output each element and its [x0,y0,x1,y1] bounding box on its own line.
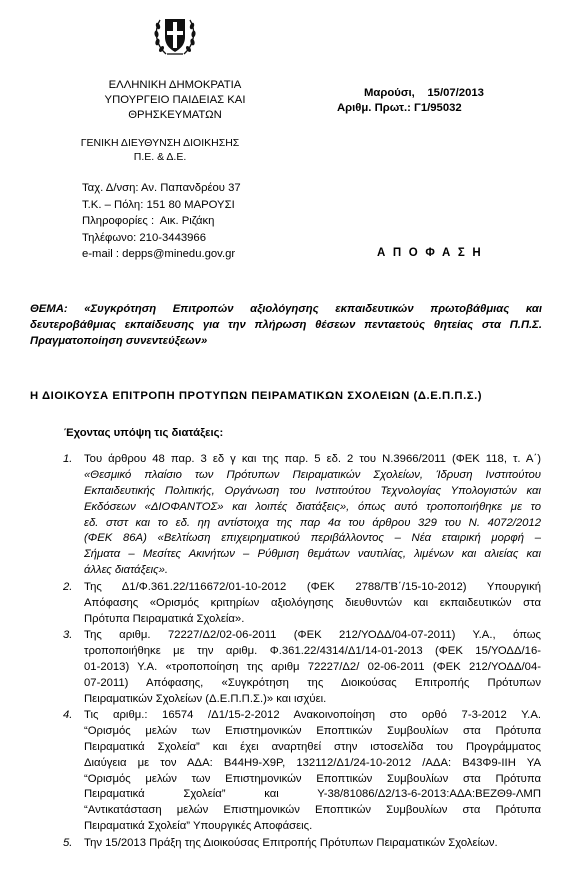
subject-line: ΘΕΜΑ: «Συγκρότηση Επιτροπών αξιολόγησης εκπαιδευτικών πρωτοβάθμιας και [30,303,542,315]
subject-block [30,301,542,349]
provision-line: Εκδόσεων «ΔΙΟΦΑΝΤΟΣ» και λοιπές διατάξεις», όπως αυτό τροποποιήθηκε με το [84,500,541,513]
provision-line: Της Δ1/Φ.361.22/116672/01-10-2012 (ΦΕΚ 2788/ΤΒ΄/15-10-2012) Υπουργική [84,581,541,593]
provision-number: 1. [63,453,73,465]
contact-address: Ταχ. Δ/νση: Αν. Παπανδρέου 37 [82,182,241,194]
provision-line: 07-2011) Απόφασης, «Συγκρότηση της Διοικούσας Επιτροπής Πρότυπων [84,676,541,689]
provision-line: άλλες διατάξεις». [84,564,169,577]
provision-line: Πειραματικά Σχολεία” και Υ-38/81086/Δ2/13-6-2013:ΑΔΑ:ΒΕΖΘ9-ΛΜΠ [84,788,541,801]
protocol-number: Αριθμ. Πρωτ.: Γ1/95032 [337,102,462,114]
provision-text [84,708,541,835]
ministry-title: ΥΠΟΥΡΓΕΙΟ ΠΑΙΔΕΙΑΣ ΚΑΙ ΘΡΗΣΚΕΥΜΑΤΩΝ [104,94,246,121]
provision-line: “Ορισμός μελών των Επιστημονικών Εποπτικών Συμβουλίων στα Πρότυπα [84,772,541,785]
directorate-block [72,136,248,164]
provision-line: Πρότυπα Πειραματικά Σχολεία». [84,612,245,625]
provision-line: Εκπαιδευτικής Πολιτικής, Οργάνωση του Ινστιτούτου Τεχνολογίας Υπολογιστών και [84,484,541,497]
provision-line: Την 15/2013 Πράξη της Διοικούσας Επιτροπής Πρότυπων Πειραματικών Σχολείων. [84,837,498,849]
provision-line: Τις αριθμ.: 16574 /Δ1/15-2-2012 Ανακοινοποίηση στο ορθό 7-3-2012 Υ.Α. [84,709,541,721]
contact-postcode: Τ.Κ. – Πόλη: 151 80 ΜΑΡΟΥΣΙ [82,198,235,211]
provision-text [84,580,541,628]
provision-line: Της αριθμ. 72227/Δ2/02-06-2011 (ΦΕΚ 212/ΥΟΔΔ/04-07-2011) Υ.Α., όπως [84,629,541,641]
directorate-sub: Π.Ε. & Δ.Ε. [133,151,187,163]
subject-line: Πραγματοποίηση συνεντεύξεων» [30,335,208,347]
document-type: Α Π Ο Φ Α Σ Η [377,247,483,259]
provision-line: Πειραματικά Σχολεία” και έχει αναρτηθεί στην ιστοσελίδα του Προγράμματος [84,740,541,753]
contact-info: Πληροφορίες : Αικ. Ριζάκη [82,215,215,228]
provision-line: τροποποιήθηκε με την αριθμ. Φ.361.22/4314/Δ1/14-01-2013 (ΦΕΚ 15/ΥΟΔΔ/16- [84,644,541,657]
provision-line: Διαύγεια με τον ΑΔΑ: Β44Η9-Χ9Ρ, 132112/Δ1/24-10-2012 /ΑΔΑ: Β43Φ9-ΙΙΗ ΥΑ [84,756,541,769]
provision-number: 4. [63,709,73,721]
considering-heading: Έχοντας υπόψη τις διατάξεις: [64,427,224,439]
provision-line: (ΦΕΚ 86Α) «Βελτίωση επιχειρηματικού περιβάλλοντος – Νέα εταιρική μορφή – [84,532,541,545]
contact-phone: Τηλέφωνο: 210-3443966 [82,231,206,244]
provision-line: «Θεσμικό πλαίσιο των Πρότυπων Πειραματικών Σχολείων, Ίδρυση Ινστιτούτου [84,468,541,481]
subject-line: δευτεροβάθμιας εκπαίδευσης για την πλήρωση θέσεων πενταετούς θητείας στα Π.Π.Σ. [30,319,542,331]
contact-block [82,180,241,263]
provision-number: 5. [63,837,73,849]
provision-line: 01-2013) Υ.Α. «τροποποίηση της αριθμ 72227/Δ2/ 02-06-2011 (ΦΕΚ 212/ΥΟΔΔ/04- [84,660,541,673]
issuer-block [70,78,280,123]
provision-number: 2. [63,581,73,593]
provision-line: “Ορισμός μελών των Επιστημονικών Εποπτικών Συμβουλίων στα Πρότυπα [84,724,541,737]
date-protocol-block [337,86,484,116]
provision-line: Πειραματικά Σχολεία” Υπουργικές Αποφάσεις. [84,820,313,833]
provision-line: Σήματα – Μεσίτες Ακινήτων – Ρύθμιση θεμάτων ναυτιλίας, λιμένων και αλιείας και [84,548,541,561]
provision-line: Απόφασης «Ορισμός κριτηρίων αξιολόγησης διευθυντών και εκπαιδευτικών στα [84,596,541,609]
contact-email: e-mail : depps@minedu.gov.gr [82,248,236,261]
place-date: Μαρούσι, 15/07/2013 [364,87,484,99]
provision-text [84,452,541,579]
authority-heading: Η ΔΙΟΙΚΟΥΣΑ ΕΠΙΤΡΟΠΗ ΠΡΟΤΥΠΩΝ ΠΕΙΡΑΜΑΤΙΚΩΝ ΣΧΟΛΕΙΩΝ (Δ.Ε.Π.Π.Σ.) [30,390,483,402]
provision-line: “Αντικατάσταση μελών Επιστημονικών Εποπτικών Συμβουλίων στα Πρότυπα [84,804,541,817]
republic-title: ΕΛΛΗΝΙΚΗ ΔΗΜΟΚΡΑΤΙΑ [108,79,242,91]
provision-text [84,628,541,707]
provision-line: εδ. στστ και το εδ. ηη αντίστοιχα της παρ 4α του άρθρου 329 του Ν. 4072/2012 [84,516,541,529]
greek-state-emblem [152,10,198,60]
provision-number: 3. [63,629,73,641]
provision-line: Του άρθρου 48 παρ. 3 εδ γ και της παρ. 5 εδ. 2 του Ν.3966/2011 (ΦΕΚ 118, τ. Α΄) [84,453,541,465]
provision-text [84,836,541,852]
provision-line: Πειραματικών Σχολείων (Δ.Ε.Π.Π.Σ.)» και ισχύει. [84,692,327,705]
directorate-name: ΓΕΝΙΚΗ ΔΙΕΥΘΥΝΣΗ ΔΙΟΙΚΗΣΗΣ [80,137,240,149]
